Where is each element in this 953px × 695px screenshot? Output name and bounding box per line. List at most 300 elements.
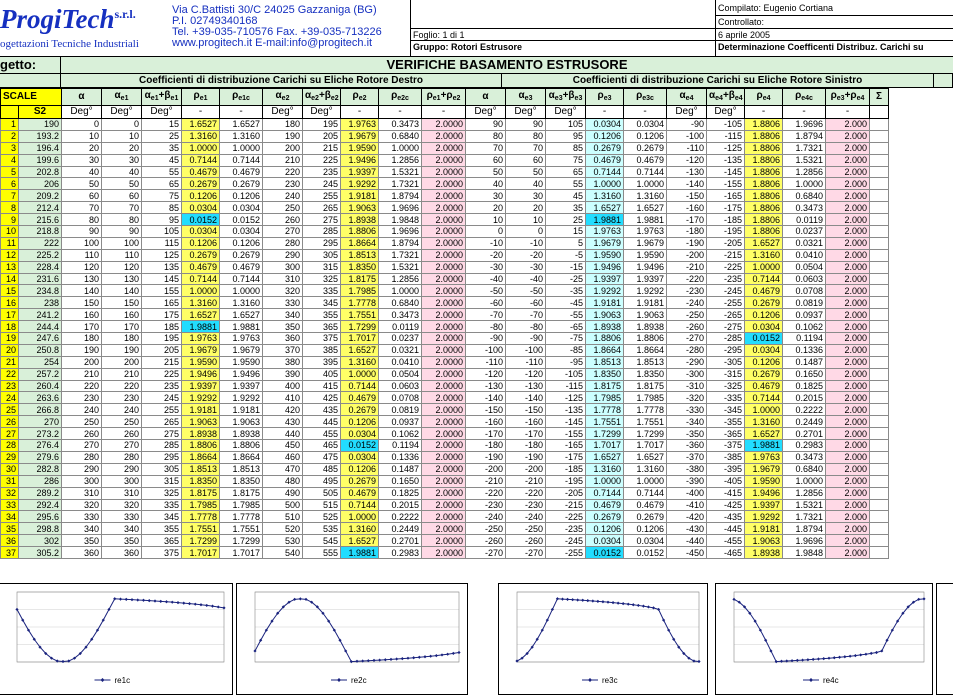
table-cell[interactable]: 2.000 bbox=[826, 249, 870, 261]
table-cell[interactable]: -40 bbox=[506, 273, 546, 285]
table-cell[interactable]: 2.0000 bbox=[422, 440, 466, 452]
table-cell[interactable]: 33 bbox=[1, 499, 19, 511]
table-cell[interactable]: 2.000 bbox=[826, 285, 870, 297]
table-cell[interactable]: 295.6 bbox=[19, 511, 62, 523]
table-cell[interactable]: 1.8938 bbox=[586, 321, 624, 333]
table-cell[interactable]: -50 bbox=[506, 285, 546, 297]
table-cell[interactable]: 1.8350 bbox=[586, 368, 624, 380]
table-cell[interactable]: 110 bbox=[102, 249, 142, 261]
table-cell[interactable]: 0.3473 bbox=[379, 309, 422, 321]
table-cell[interactable]: 1.8794 bbox=[379, 190, 422, 202]
table-cell[interactable]: 225.2 bbox=[19, 249, 62, 261]
table-cell[interactable]: 257.2 bbox=[19, 368, 62, 380]
table-cell[interactable]: 290 bbox=[263, 249, 303, 261]
table-cell[interactable]: 365 bbox=[142, 535, 182, 547]
table-cell[interactable]: 360 bbox=[263, 333, 303, 345]
table-cell[interactable]: 260 bbox=[263, 214, 303, 226]
table-cell[interactable]: 1.9763 bbox=[586, 226, 624, 238]
table-cell[interactable]: 0.2222 bbox=[783, 404, 826, 416]
table-cell[interactable]: 20 bbox=[1, 344, 19, 356]
table-cell[interactable]: 1.8350 bbox=[182, 475, 220, 487]
table-cell[interactable]: 0.0304 bbox=[624, 535, 667, 547]
table-cell[interactable]: 1.6527 bbox=[586, 202, 624, 214]
table-cell[interactable]: 385 bbox=[303, 344, 341, 356]
table-cell[interactable]: 36 bbox=[1, 535, 19, 547]
table-cell[interactable]: 325 bbox=[142, 487, 182, 499]
table-cell[interactable]: -100 bbox=[506, 344, 546, 356]
table-cell[interactable]: 60 bbox=[102, 190, 142, 202]
table-cell[interactable]: 0.7144 bbox=[745, 392, 783, 404]
table-cell[interactable]: 320 bbox=[102, 499, 142, 511]
table-cell[interactable]: 1.8175 bbox=[220, 487, 263, 499]
table-cell[interactable]: 0.0819 bbox=[783, 297, 826, 309]
table-cell[interactable]: 290 bbox=[62, 463, 102, 475]
table-cell[interactable]: -70 bbox=[466, 309, 506, 321]
table-cell[interactable]: 247.6 bbox=[19, 333, 62, 345]
table-cell[interactable] bbox=[870, 154, 889, 166]
table-cell[interactable] bbox=[870, 202, 889, 214]
table-cell[interactable]: 255 bbox=[303, 190, 341, 202]
table-cell[interactable]: 0.1487 bbox=[783, 356, 826, 368]
table-cell[interactable]: 465 bbox=[303, 440, 341, 452]
table-cell[interactable]: 292.4 bbox=[19, 499, 62, 511]
table-cell[interactable]: -165 bbox=[546, 440, 586, 452]
table-cell[interactable]: 255 bbox=[142, 404, 182, 416]
table-cell[interactable]: 0.1825 bbox=[379, 487, 422, 499]
table-cell[interactable]: 0.1206 bbox=[182, 190, 220, 202]
table-cell[interactable]: -255 bbox=[546, 547, 586, 559]
table-cell[interactable]: 1.0000 bbox=[586, 475, 624, 487]
table-cell[interactable]: 420 bbox=[263, 404, 303, 416]
table-cell[interactable]: 0.0304 bbox=[182, 226, 220, 238]
table-cell[interactable]: 2.0000 bbox=[422, 535, 466, 547]
table-cell[interactable]: 2.000 bbox=[826, 309, 870, 321]
table-cell[interactable]: 29 bbox=[1, 451, 19, 463]
table-cell[interactable]: 240 bbox=[102, 404, 142, 416]
table-cell[interactable]: 1.9063 bbox=[341, 202, 379, 214]
table-cell[interactable]: 345 bbox=[142, 511, 182, 523]
table-cell[interactable]: 2.0000 bbox=[422, 309, 466, 321]
table-cell[interactable]: 0.2701 bbox=[783, 428, 826, 440]
table-cell[interactable]: 220 bbox=[102, 380, 142, 392]
table-cell[interactable]: -455 bbox=[707, 535, 745, 547]
table-cell[interactable]: 3 bbox=[1, 142, 19, 154]
table-cell[interactable]: -380 bbox=[667, 463, 707, 475]
table-cell[interactable]: 2.000 bbox=[826, 416, 870, 428]
table-cell[interactable]: 0.0603 bbox=[379, 380, 422, 392]
table-cell[interactable]: 240 bbox=[62, 404, 102, 416]
table-cell[interactable]: 2.0000 bbox=[422, 333, 466, 345]
table-cell[interactable] bbox=[870, 214, 889, 226]
table-cell[interactable]: 0.7144 bbox=[182, 154, 220, 166]
table-cell[interactable]: 260 bbox=[62, 428, 102, 440]
table-cell[interactable]: 1.9679 bbox=[586, 237, 624, 249]
table-cell[interactable]: 270 bbox=[102, 440, 142, 452]
table-cell[interactable]: 30 bbox=[466, 190, 506, 202]
table-cell[interactable]: 302 bbox=[19, 535, 62, 547]
table-cell[interactable]: 0.0410 bbox=[379, 356, 422, 368]
table-cell[interactable]: 1.9397 bbox=[182, 380, 220, 392]
table-cell[interactable]: 2.0000 bbox=[422, 237, 466, 249]
table-cell[interactable]: 1.8806 bbox=[745, 130, 783, 142]
table-cell[interactable]: 150 bbox=[102, 297, 142, 309]
table-cell[interactable]: 1.8806 bbox=[745, 214, 783, 226]
table-cell[interactable]: 2.000 bbox=[826, 463, 870, 475]
table-cell[interactable]: 30 bbox=[62, 154, 102, 166]
table-cell[interactable]: -425 bbox=[707, 499, 745, 511]
table-cell[interactable]: 0.2222 bbox=[379, 511, 422, 523]
table-cell[interactable]: 1.2856 bbox=[783, 166, 826, 178]
table-cell[interactable]: -40 bbox=[466, 273, 506, 285]
table-cell[interactable]: 190 bbox=[19, 119, 62, 131]
table-cell[interactable]: 375 bbox=[142, 547, 182, 559]
table-cell[interactable]: 30 bbox=[102, 154, 142, 166]
table-cell[interactable]: -245 bbox=[707, 285, 745, 297]
table-cell[interactable]: 35 bbox=[546, 202, 586, 214]
table-cell[interactable]: 50 bbox=[466, 166, 506, 178]
table-cell[interactable]: 1.9590 bbox=[182, 356, 220, 368]
table-cell[interactable]: 540 bbox=[263, 547, 303, 559]
table-cell[interactable]: 234.8 bbox=[19, 285, 62, 297]
table-cell[interactable]: -15 bbox=[546, 261, 586, 273]
table-cell[interactable]: 2.0000 bbox=[422, 119, 466, 131]
table-cell[interactable]: 1.9848 bbox=[783, 547, 826, 559]
table-cell[interactable]: 2.0000 bbox=[422, 166, 466, 178]
table-cell[interactable]: -250 bbox=[506, 523, 546, 535]
table-cell[interactable]: -260 bbox=[506, 535, 546, 547]
table-cell[interactable]: 0.7144 bbox=[341, 499, 379, 511]
table-cell[interactable]: 0.2679 bbox=[586, 142, 624, 154]
table-cell[interactable]: 105 bbox=[546, 119, 586, 131]
table-cell[interactable]: 14 bbox=[1, 273, 19, 285]
table-cell[interactable]: 0.1206 bbox=[586, 130, 624, 142]
table-cell[interactable]: 0.1206 bbox=[182, 237, 220, 249]
table-cell[interactable]: -270 bbox=[506, 547, 546, 559]
table-cell[interactable]: 310 bbox=[102, 487, 142, 499]
table-cell[interactable]: -185 bbox=[707, 214, 745, 226]
table-cell[interactable]: 1.0000 bbox=[341, 368, 379, 380]
table-cell[interactable]: 1.7778 bbox=[341, 297, 379, 309]
table-cell[interactable]: 0.0304 bbox=[745, 321, 783, 333]
table-cell[interactable]: 1.2856 bbox=[379, 273, 422, 285]
table-cell[interactable]: 1.8350 bbox=[220, 475, 263, 487]
table-cell[interactable]: 260.4 bbox=[19, 380, 62, 392]
table-cell[interactable]: 1.9848 bbox=[379, 214, 422, 226]
table-cell[interactable]: 485 bbox=[303, 463, 341, 475]
table-cell[interactable]: 210 bbox=[102, 368, 142, 380]
table-cell[interactable]: 1.9590 bbox=[745, 475, 783, 487]
table-cell[interactable]: 60 bbox=[466, 154, 506, 166]
table-cell[interactable]: 2.0000 bbox=[422, 499, 466, 511]
table-cell[interactable]: 340 bbox=[62, 523, 102, 535]
table-cell[interactable]: 32 bbox=[1, 487, 19, 499]
table-cell[interactable]: 1.9496 bbox=[745, 487, 783, 499]
table-cell[interactable]: -90 bbox=[506, 333, 546, 345]
table-cell[interactable]: 95 bbox=[546, 130, 586, 142]
table-cell[interactable]: 0.4679 bbox=[624, 154, 667, 166]
table-cell[interactable]: 1.9181 bbox=[220, 404, 263, 416]
table-cell[interactable]: 270 bbox=[62, 440, 102, 452]
table-cell[interactable]: -235 bbox=[707, 273, 745, 285]
table-cell[interactable]: 330 bbox=[263, 297, 303, 309]
table-cell[interactable] bbox=[870, 119, 889, 131]
table-cell[interactable]: 0.1336 bbox=[783, 344, 826, 356]
table-cell[interactable]: 0.0152 bbox=[745, 333, 783, 345]
table-cell[interactable]: 2.000 bbox=[826, 190, 870, 202]
table-cell[interactable]: 1.5321 bbox=[379, 166, 422, 178]
table-cell[interactable]: 0.7144 bbox=[586, 487, 624, 499]
table-cell[interactable]: 265 bbox=[303, 202, 341, 214]
table-cell[interactable]: 1.7321 bbox=[783, 142, 826, 154]
table-cell[interactable]: 0.1487 bbox=[379, 463, 422, 475]
table-cell[interactable]: -225 bbox=[546, 511, 586, 523]
table-cell[interactable]: 0 bbox=[506, 226, 546, 238]
table-cell[interactable]: 1.9881 bbox=[586, 214, 624, 226]
table-cell[interactable]: -150 bbox=[466, 404, 506, 416]
table-cell[interactable]: 100 bbox=[102, 237, 142, 249]
table-cell[interactable]: 0.0304 bbox=[624, 119, 667, 131]
table-cell[interactable]: 1.7778 bbox=[624, 404, 667, 416]
table-cell[interactable]: -160 bbox=[506, 416, 546, 428]
table-cell[interactable]: 0.2679 bbox=[745, 368, 783, 380]
table-cell[interactable]: 1.8664 bbox=[220, 451, 263, 463]
table-cell[interactable]: -260 bbox=[466, 535, 506, 547]
table-cell[interactable]: 510 bbox=[263, 511, 303, 523]
table-cell[interactable]: -125 bbox=[707, 142, 745, 154]
table-cell[interactable]: 230 bbox=[62, 392, 102, 404]
table-cell[interactable]: 0.0152 bbox=[586, 547, 624, 559]
table-cell[interactable]: 1.8806 bbox=[220, 440, 263, 452]
table-cell[interactable]: 260 bbox=[102, 428, 142, 440]
table-cell[interactable]: -250 bbox=[667, 309, 707, 321]
table-cell[interactable]: 1.9590 bbox=[624, 249, 667, 261]
table-cell[interactable]: 7 bbox=[1, 190, 19, 202]
table-cell[interactable]: 220 bbox=[263, 166, 303, 178]
table-cell[interactable]: 2.0000 bbox=[422, 487, 466, 499]
table-cell[interactable]: 1.9181 bbox=[624, 297, 667, 309]
table-cell[interactable]: 20 bbox=[102, 142, 142, 154]
table-cell[interactable]: 2.0000 bbox=[422, 511, 466, 523]
table-cell[interactable]: 1.9063 bbox=[624, 309, 667, 321]
table-cell[interactable]: 1.8664 bbox=[341, 237, 379, 249]
table-cell[interactable]: 0.2679 bbox=[624, 142, 667, 154]
table-cell[interactable]: 1.3160 bbox=[586, 190, 624, 202]
table-cell[interactable]: 70 bbox=[506, 142, 546, 154]
table-cell[interactable]: 210 bbox=[263, 154, 303, 166]
table-cell[interactable]: 55 bbox=[546, 178, 586, 190]
table-cell[interactable]: -170 bbox=[506, 428, 546, 440]
table-cell[interactable]: 10 bbox=[102, 130, 142, 142]
table-cell[interactable]: 1.9292 bbox=[745, 511, 783, 523]
table-cell[interactable]: 40 bbox=[506, 178, 546, 190]
table-cell[interactable]: -115 bbox=[546, 380, 586, 392]
table-cell[interactable]: -210 bbox=[506, 475, 546, 487]
table-cell[interactable]: 290 bbox=[102, 463, 142, 475]
table-cell[interactable]: 25 bbox=[546, 214, 586, 226]
table-cell[interactable]: -220 bbox=[506, 487, 546, 499]
table-cell[interactable]: 2.000 bbox=[826, 333, 870, 345]
table-cell[interactable]: -110 bbox=[506, 356, 546, 368]
table-cell[interactable] bbox=[870, 475, 889, 487]
table-cell[interactable]: 10 bbox=[466, 214, 506, 226]
table-cell[interactable]: 1.9397 bbox=[586, 273, 624, 285]
table-cell[interactable] bbox=[870, 499, 889, 511]
table-cell[interactable]: 250.8 bbox=[19, 344, 62, 356]
table-cell[interactable]: 1.8513 bbox=[341, 249, 379, 261]
table-cell[interactable]: 275 bbox=[303, 214, 341, 226]
table-cell[interactable]: -300 bbox=[667, 368, 707, 380]
table-cell[interactable]: 0.2679 bbox=[624, 511, 667, 523]
table-cell[interactable] bbox=[870, 428, 889, 440]
table-cell[interactable]: 1.9292 bbox=[624, 285, 667, 297]
table-cell[interactable]: -205 bbox=[707, 237, 745, 249]
table-cell[interactable]: 2.0000 bbox=[422, 249, 466, 261]
table-cell[interactable]: 2.000 bbox=[826, 368, 870, 380]
table-cell[interactable]: -145 bbox=[707, 166, 745, 178]
table-cell[interactable]: -280 bbox=[667, 344, 707, 356]
table-cell[interactable]: 150 bbox=[62, 297, 102, 309]
table-cell[interactable]: 1.8664 bbox=[586, 344, 624, 356]
table-cell[interactable]: 1.9763 bbox=[341, 119, 379, 131]
table-cell[interactable]: 2.0000 bbox=[422, 344, 466, 356]
table-cell[interactable]: 1.9679 bbox=[220, 344, 263, 356]
table-cell[interactable]: 2.000 bbox=[826, 523, 870, 535]
table-cell[interactable]: 205 bbox=[142, 344, 182, 356]
table-cell[interactable]: 10 bbox=[506, 214, 546, 226]
table-cell[interactable]: -340 bbox=[667, 416, 707, 428]
table-cell[interactable]: 2.000 bbox=[826, 130, 870, 142]
table-cell[interactable]: 23 bbox=[1, 380, 19, 392]
table-cell[interactable]: 75 bbox=[142, 190, 182, 202]
table-cell[interactable]: 1.9063 bbox=[586, 309, 624, 321]
table-cell[interactable]: 200 bbox=[263, 142, 303, 154]
table-cell[interactable] bbox=[870, 392, 889, 404]
table-cell[interactable]: 250 bbox=[102, 416, 142, 428]
table-cell[interactable]: 330 bbox=[102, 511, 142, 523]
table-cell[interactable]: -140 bbox=[506, 392, 546, 404]
table-cell[interactable]: 180 bbox=[102, 333, 142, 345]
table-cell[interactable]: 2.0000 bbox=[422, 190, 466, 202]
table-cell[interactable]: 0.4679 bbox=[586, 154, 624, 166]
table-cell[interactable]: 1.9397 bbox=[220, 380, 263, 392]
table-cell[interactable]: 0.0237 bbox=[783, 226, 826, 238]
table-cell[interactable]: 298.8 bbox=[19, 523, 62, 535]
table-cell[interactable]: 1.9496 bbox=[182, 368, 220, 380]
table-cell[interactable]: -50 bbox=[466, 285, 506, 297]
table-cell[interactable]: 0 bbox=[466, 226, 506, 238]
table-cell[interactable]: -190 bbox=[667, 237, 707, 249]
table-cell[interactable]: -145 bbox=[546, 416, 586, 428]
table-cell[interactable]: -10 bbox=[466, 237, 506, 249]
table-cell[interactable]: 2.000 bbox=[826, 142, 870, 154]
table-cell[interactable]: -110 bbox=[667, 142, 707, 154]
table-cell[interactable]: 1.7985 bbox=[624, 392, 667, 404]
table-cell[interactable]: 300 bbox=[102, 475, 142, 487]
table-cell[interactable]: 1.9292 bbox=[341, 178, 379, 190]
table-cell[interactable]: -195 bbox=[707, 226, 745, 238]
table-cell[interactable]: -160 bbox=[466, 416, 506, 428]
table-cell[interactable] bbox=[870, 321, 889, 333]
table-cell[interactable] bbox=[870, 535, 889, 547]
table-cell[interactable]: -370 bbox=[667, 451, 707, 463]
table-cell[interactable]: 0.0321 bbox=[783, 237, 826, 249]
table-cell[interactable]: 273.2 bbox=[19, 428, 62, 440]
table-cell[interactable]: 1.3160 bbox=[586, 463, 624, 475]
table-cell[interactable]: 235 bbox=[303, 166, 341, 178]
table-cell[interactable]: 1.9881 bbox=[341, 547, 379, 559]
table-cell[interactable]: 250 bbox=[263, 202, 303, 214]
table-cell[interactable]: 2.0000 bbox=[422, 428, 466, 440]
table-cell[interactable]: 1.9696 bbox=[783, 535, 826, 547]
table-cell[interactable] bbox=[870, 261, 889, 273]
table-cell[interactable]: -45 bbox=[546, 297, 586, 309]
table-cell[interactable]: 263.6 bbox=[19, 392, 62, 404]
table-cell[interactable]: 1.0000 bbox=[745, 261, 783, 273]
table-cell[interactable]: 1.9397 bbox=[341, 166, 379, 178]
table-cell[interactable] bbox=[870, 166, 889, 178]
table-cell[interactable]: -445 bbox=[707, 523, 745, 535]
table-cell[interactable]: 1.9181 bbox=[745, 523, 783, 535]
table-cell[interactable]: 1.7551 bbox=[220, 523, 263, 535]
table-cell[interactable]: 1.9763 bbox=[624, 226, 667, 238]
table-cell[interactable]: 2.000 bbox=[826, 475, 870, 487]
table-cell[interactable]: 1.3160 bbox=[220, 130, 263, 142]
table-cell[interactable]: 270 bbox=[19, 416, 62, 428]
table-cell[interactable]: 1.3160 bbox=[341, 523, 379, 535]
table-cell[interactable]: 495 bbox=[303, 475, 341, 487]
table-cell[interactable]: 0.0504 bbox=[783, 261, 826, 273]
table-cell[interactable]: 315 bbox=[142, 475, 182, 487]
table-cell[interactable]: -180 bbox=[506, 440, 546, 452]
table-cell[interactable]: 160 bbox=[102, 309, 142, 321]
table-cell[interactable]: -5 bbox=[546, 249, 586, 261]
table-cell[interactable]: 115 bbox=[142, 237, 182, 249]
table-cell[interactable]: 355 bbox=[142, 523, 182, 535]
table-cell[interactable] bbox=[870, 344, 889, 356]
table-cell[interactable]: 1.6527 bbox=[220, 309, 263, 321]
table-cell[interactable]: 1.9063 bbox=[182, 416, 220, 428]
table-cell[interactable]: -335 bbox=[707, 392, 745, 404]
table-cell[interactable]: 140 bbox=[62, 285, 102, 297]
table-cell[interactable]: -325 bbox=[707, 380, 745, 392]
table-cell[interactable]: 0.4679 bbox=[341, 487, 379, 499]
table-cell[interactable]: 1.7017 bbox=[624, 440, 667, 452]
table-cell[interactable]: -140 bbox=[667, 178, 707, 190]
table-cell[interactable]: 1.8175 bbox=[341, 273, 379, 285]
table-cell[interactable]: 1.8938 bbox=[220, 428, 263, 440]
table-cell[interactable] bbox=[870, 309, 889, 321]
table-cell[interactable]: -205 bbox=[546, 487, 586, 499]
table-cell[interactable]: 45 bbox=[142, 154, 182, 166]
table-cell[interactable]: 135 bbox=[142, 261, 182, 273]
table-cell[interactable]: 0.1206 bbox=[586, 523, 624, 535]
table-cell[interactable]: 0.2679 bbox=[182, 249, 220, 261]
table-cell[interactable]: 2.0000 bbox=[422, 297, 466, 309]
table-cell[interactable]: 8 bbox=[1, 202, 19, 214]
table-cell[interactable]: -240 bbox=[506, 511, 546, 523]
table-cell[interactable]: 1.9881 bbox=[745, 440, 783, 452]
table-cell[interactable]: 120 bbox=[102, 261, 142, 273]
table-cell[interactable]: -130 bbox=[466, 380, 506, 392]
table-cell[interactable]: 370 bbox=[263, 344, 303, 356]
table-cell[interactable]: 245 bbox=[303, 178, 341, 190]
table-cell[interactable]: -290 bbox=[667, 356, 707, 368]
table-cell[interactable]: 360 bbox=[102, 547, 142, 559]
table-cell[interactable]: 190 bbox=[62, 344, 102, 356]
table-cell[interactable]: 1.8806 bbox=[586, 333, 624, 345]
table-cell[interactable]: 300 bbox=[263, 261, 303, 273]
table-cell[interactable]: 355 bbox=[303, 309, 341, 321]
